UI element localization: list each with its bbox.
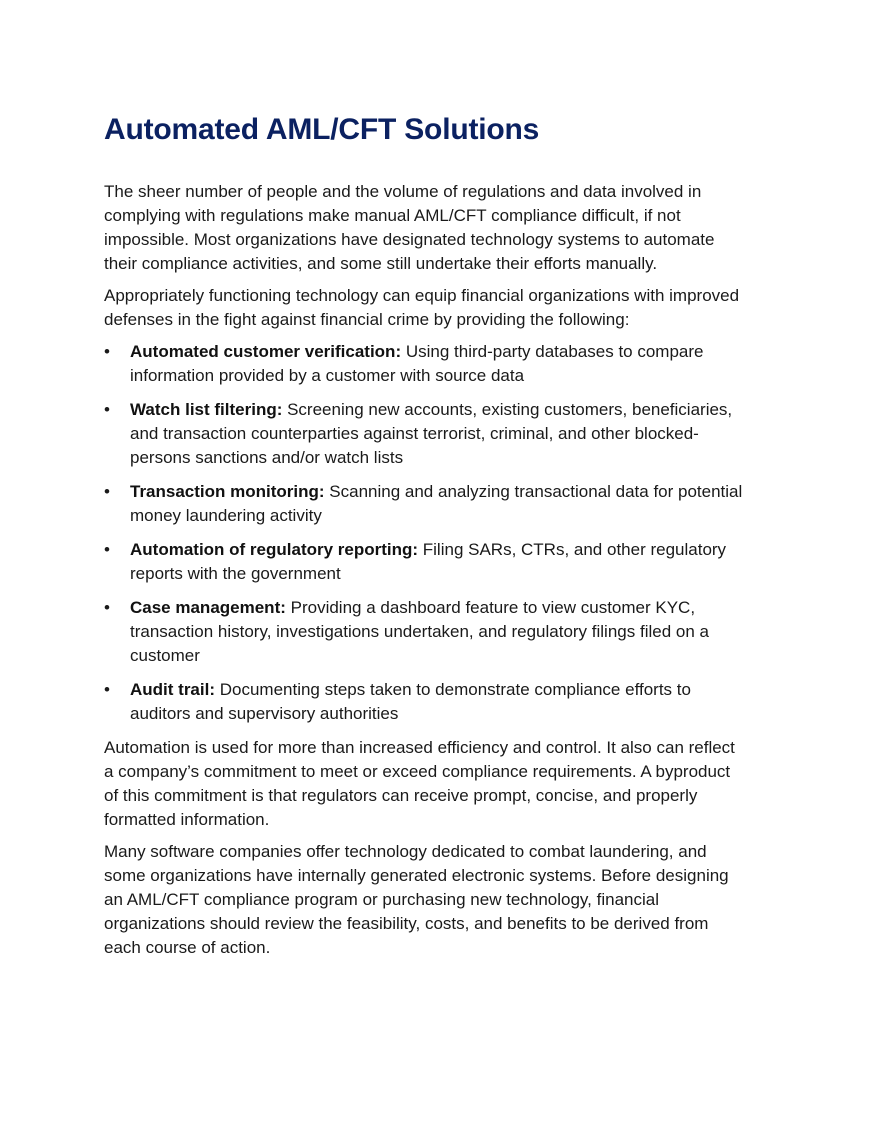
list-item-text: Using third-party databases to compare information provided by a customer with source data bbox=[130, 342, 704, 385]
page-title: Automated AML/CFT Solutions bbox=[104, 113, 540, 146]
list-item-term: Audit trail: bbox=[130, 680, 215, 699]
list-item-term: Transaction monitoring: bbox=[130, 482, 325, 501]
list-item bbox=[104, 398, 746, 470]
list-item-text: Documenting steps taken to demonstrate compliance efforts to auditors and supervisory authorities bbox=[130, 680, 691, 723]
list-item-text: Screening new accounts, existing customers, beneficiaries, and transaction counterparties against terrorist, criminal, and other blocked-persons sanctions and/or watch lists bbox=[130, 400, 733, 467]
paragraph: Many software companies offer technology dedicated to combat laundering, and some organizations have internally generated electronic systems. Before designing an AML/CFT compliance program or purchasing new technology, financial organizations should review the feasibility, costs, and benefits to be derived from each course of action. bbox=[104, 842, 729, 957]
list-item-term: Case management: bbox=[130, 598, 286, 617]
list-item bbox=[104, 596, 746, 668]
list-item-text: Filing SARs, CTRs, and other regulatory reports with the government bbox=[130, 540, 727, 583]
bullet-list bbox=[104, 340, 746, 726]
bullet-icon: • bbox=[104, 482, 110, 501]
list-item bbox=[104, 480, 746, 528]
paragraph: The sheer number of people and the volume of regulations and data involved in complying with regulations make manual AML/CFT compliance difficult, if not impossible. Most organizations have designated technology systems to automate their compliance activities, and some still undertake their efforts manually. bbox=[104, 182, 715, 273]
paragraph: Appropriately functioning technology can equip financial organizations with improved defenses in the fight against financial crime by providing the following: bbox=[104, 286, 740, 329]
list-item-text: Scanning and analyzing transactional data for potential money laundering activity bbox=[130, 482, 743, 525]
list-item bbox=[104, 678, 746, 726]
bullet-icon: • bbox=[104, 400, 110, 419]
list-item-text: Providing a dashboard feature to view customer KYC, transaction history, investigations undertaken, and regulatory filings filed on a customer bbox=[130, 598, 709, 665]
paragraph: Automation is used for more than increased efficiency and control. It also can reflect a company’s commitment to meet or exceed compliance requirements. A byproduct of this commitment is that regulators can receive prompt, concise, and properly formatted information. bbox=[104, 738, 735, 829]
list-item-term: Automation of regulatory reporting: bbox=[130, 540, 419, 559]
list-item bbox=[104, 340, 746, 388]
bullet-icon: • bbox=[104, 598, 110, 617]
document-page bbox=[104, 110, 746, 968]
bullet-icon: • bbox=[104, 342, 110, 361]
bullet-icon: • bbox=[104, 680, 110, 699]
list-item-term: Watch list filtering: bbox=[130, 400, 283, 419]
list-item-term: Automated customer verification: bbox=[130, 342, 402, 361]
list-item bbox=[104, 538, 746, 586]
bullet-icon: • bbox=[104, 540, 110, 559]
